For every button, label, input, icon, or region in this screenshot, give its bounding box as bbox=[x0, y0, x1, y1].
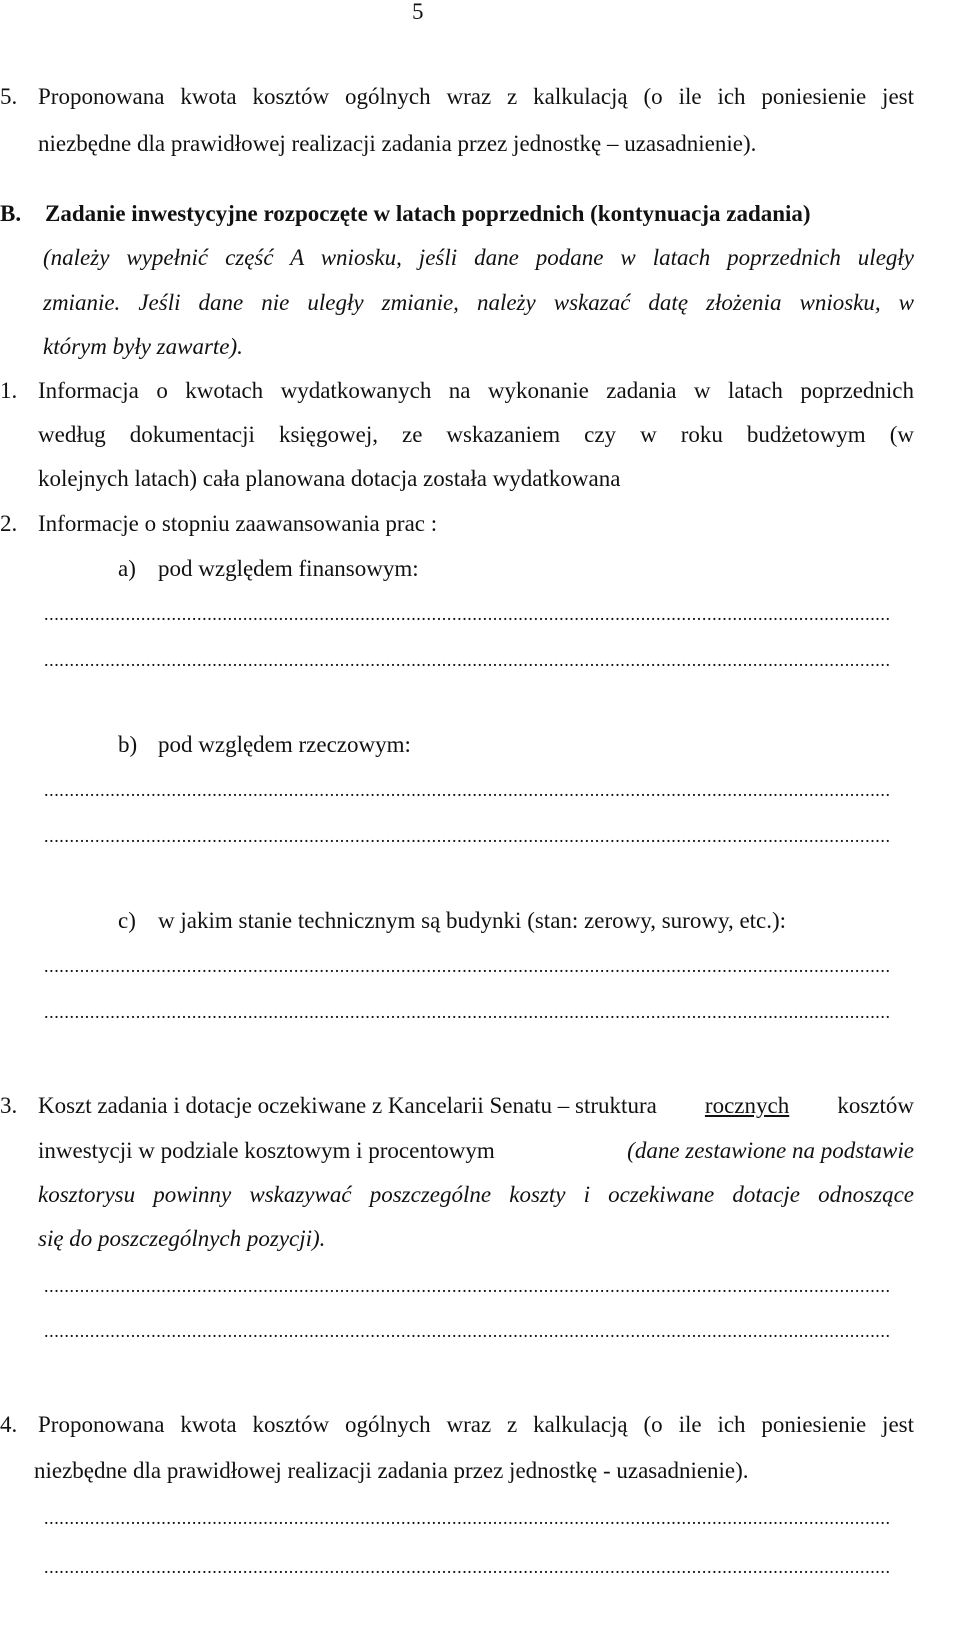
fill-line-a-2[interactable]: ...................................................................................................................................................................... bbox=[44, 650, 891, 670]
question-3-underlined-word: rocznych bbox=[704, 1093, 790, 1118]
section-b-note-line-2: zmianie. Jeśli dane nie uległy zmianie, należy wskazać datę złożenia wniosku, w bbox=[43, 290, 914, 315]
question-3-line-1 bbox=[38, 1092, 914, 1120]
section-b-note-line-3: którym były zawarte). bbox=[43, 334, 243, 359]
fill-line-a-1[interactable]: ...................................................................................................................................................................... bbox=[44, 604, 891, 624]
question-3-line-1-text: Koszt zadania i dotacje oczekiwane z Kancelarii Senatu – struktura bbox=[38, 1093, 657, 1118]
item-a-letter: a) bbox=[118, 556, 136, 581]
question-3-line-3: kosztorysu powinny wskazywać poszczególne koszty i oczekiwane dotacje odnoszące bbox=[38, 1182, 914, 1207]
question-3-line-2 bbox=[38, 1137, 914, 1165]
question-1-line-2: według dokumentacji księgowej, ze wskazaniem czy w roku budżetowym (w bbox=[38, 422, 914, 447]
item-c-text: w jakim stanie technicznym są budynki (stan: zerowy, surowy, etc.): bbox=[158, 908, 787, 933]
item-a-text: pod względem finansowym: bbox=[158, 556, 419, 581]
item-b-letter: b) bbox=[118, 732, 138, 757]
section-5-line-1: Proponowana kwota kosztów ogólnych wraz z kalkulacją (o ile ich poniesienie jest bbox=[38, 84, 914, 109]
question-3-line-2-text: inwestycji w podziale kosztowym i procentowym bbox=[38, 1138, 495, 1163]
fill-line-3-2[interactable]: ...................................................................................................................................................................... bbox=[44, 1321, 891, 1341]
question-1-number: 1. bbox=[0, 378, 18, 403]
section-b-note-line-1: (należy wypełnić część A wniosku, jeśli dane podane w latach poprzednich uległy bbox=[43, 245, 914, 270]
question-4-line-1: Proponowana kwota kosztów ogólnych wraz z kalkulacją (o ile ich poniesienie jest bbox=[38, 1412, 914, 1437]
question-2-line-1: Informacje o stopniu zaawansowania prac : bbox=[38, 511, 438, 536]
section-b-heading: Zadanie inwestycyjne rozpoczęte w latach poprzednich (kontynuacja zadania) bbox=[45, 201, 811, 226]
question-4-line-2: niezbędne dla prawidłowej realizacji zadania przez jednostkę - uzasadnienie). bbox=[34, 1458, 749, 1483]
question-4-number: 4. bbox=[0, 1412, 18, 1437]
section-5-line-2: niezbędne dla prawidłowej realizacji zadania przez jednostkę – uzasadnienie). bbox=[38, 131, 757, 156]
section-5-number: 5. bbox=[0, 84, 18, 109]
question-3-number: 3. bbox=[0, 1093, 18, 1118]
fill-line-b-1[interactable]: ...................................................................................................................................................................... bbox=[44, 780, 891, 800]
fill-line-3-1[interactable]: ...................................................................................................................................................................... bbox=[44, 1276, 891, 1296]
section-b-number: B. bbox=[0, 201, 22, 226]
item-b-text: pod względem rzeczowym: bbox=[158, 732, 411, 757]
question-3-line-2-italic: (dane zestawione na podstawie bbox=[627, 1138, 914, 1163]
fill-line-4-1[interactable]: ...................................................................................................................................................................... bbox=[44, 1508, 891, 1528]
page-number: 5 bbox=[412, 0, 424, 24]
item-c-letter: c) bbox=[118, 908, 136, 933]
question-3-line-4: się do poszczególnych pozycji). bbox=[38, 1226, 326, 1251]
question-2-number: 2. bbox=[0, 511, 18, 536]
question-3-line-1-end: kosztów bbox=[837, 1093, 914, 1118]
fill-line-4-2[interactable]: ...................................................................................................................................................................... bbox=[44, 1557, 891, 1577]
fill-line-c-2[interactable]: ...................................................................................................................................................................... bbox=[44, 1002, 891, 1022]
fill-line-b-2[interactable]: ...................................................................................................................................................................... bbox=[44, 826, 891, 846]
fill-line-c-1[interactable]: ...................................................................................................................................................................... bbox=[44, 956, 891, 976]
question-1-line-1: Informacja o kwotach wydatkowanych na wykonanie zadania w latach poprzednich bbox=[38, 378, 914, 403]
question-1-line-3: kolejnych latach) cała planowana dotacja została wydatkowana bbox=[38, 466, 621, 491]
